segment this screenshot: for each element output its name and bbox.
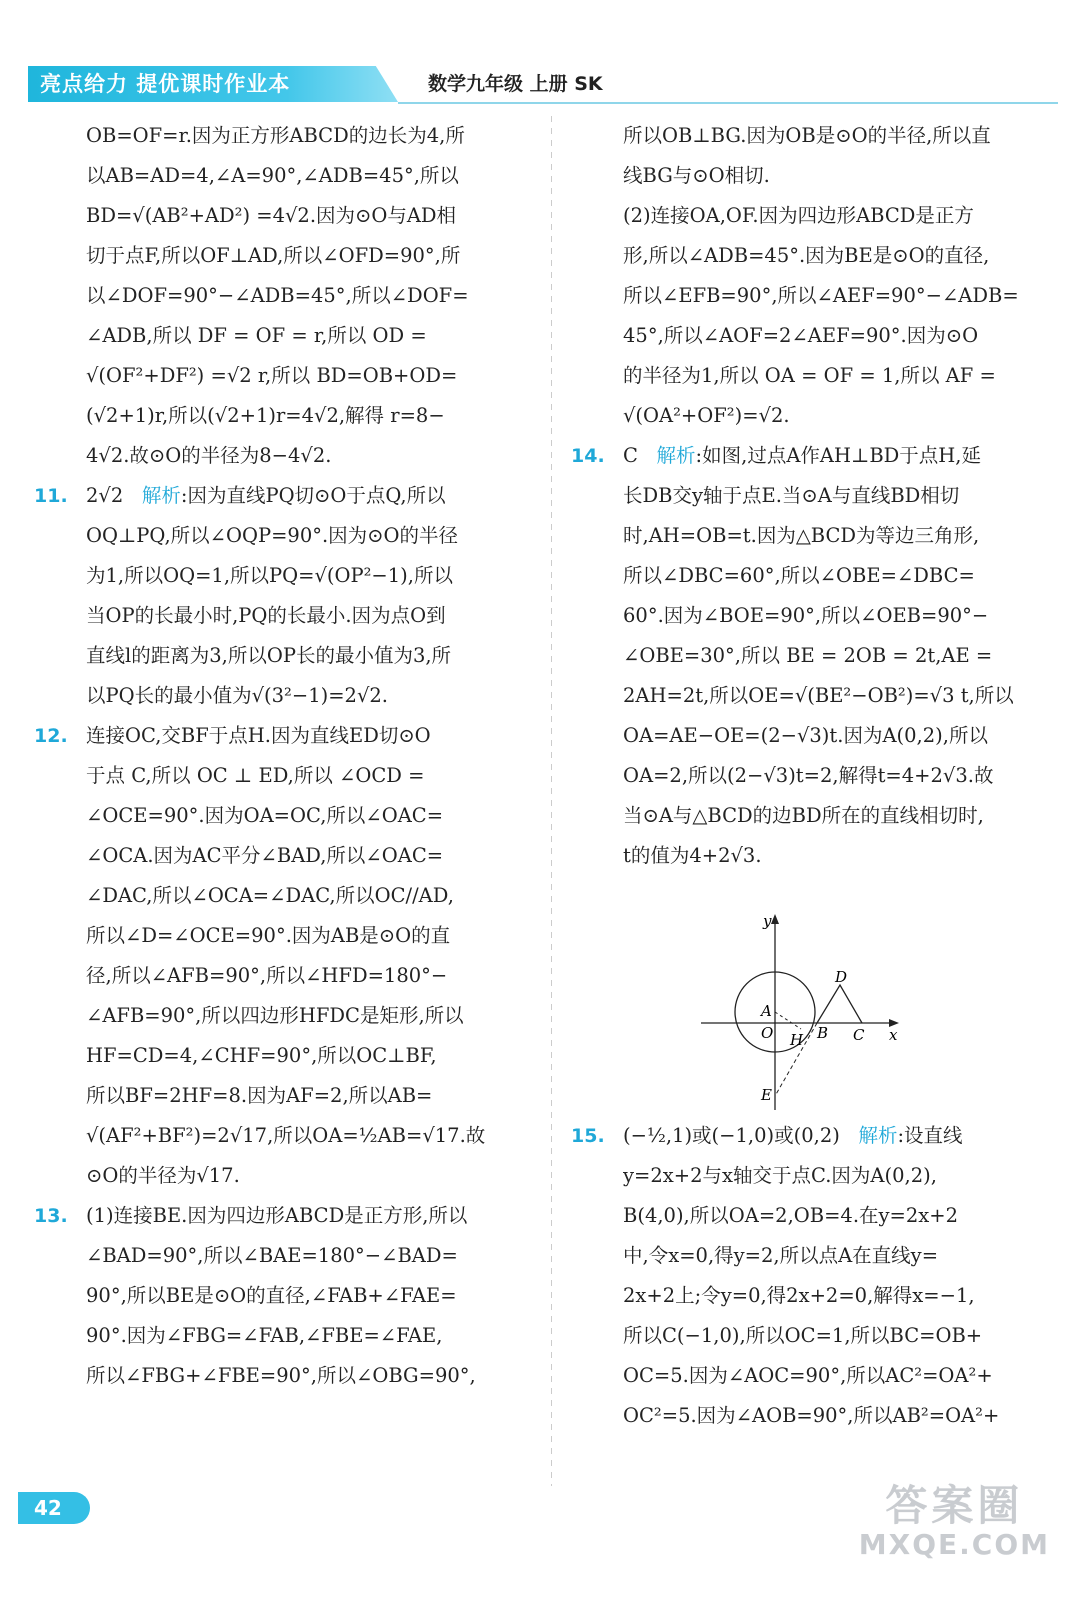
text-line: 径,所以∠AFB=90°,所以∠HFD=180°−: [86, 964, 448, 987]
question-13: [28, 1196, 538, 1396]
label-x: x: [889, 1026, 898, 1044]
text-line: 所以∠D=∠OCE=90°.因为AB是⊙O的直: [86, 924, 451, 947]
text-line: 所以∠DBC=60°,所以∠OBE=∠DBC=: [623, 564, 975, 587]
question-number: 15.: [571, 1125, 605, 1147]
text-line: [623, 1116, 1055, 1156]
question-15: [565, 1116, 1055, 1436]
text-line: 以PQ长的最小值为√(3²−1)=2√2.: [86, 684, 388, 707]
label-h: H: [790, 1031, 804, 1049]
answer: (−½,1)或(−1,0)或(0,2): [623, 1124, 840, 1147]
text-line: 45°,所以∠AOF=2∠AEF=90°.因为⊙O: [623, 324, 979, 347]
text-line: 长DB交y轴于点E.当⊙A与直线BD相切: [623, 484, 960, 507]
label-y: y: [763, 912, 772, 930]
label-o: O: [761, 1024, 774, 1042]
text-line: 2x+2上;令y=0,得2x+2=0,解得x=−1,: [623, 1284, 975, 1307]
text-line: 90°,所以BE是⊙O的直径,∠FAB+∠FAE=: [86, 1284, 457, 1307]
segment-ah: [775, 1012, 801, 1029]
text-line: ⊙O的半径为√17.: [86, 1164, 240, 1187]
header-rule: [398, 102, 1058, 104]
text-line: OC=5.因为∠AOC=90°,所以AC²=OA²+: [623, 1364, 993, 1387]
text-line: 线BG与⊙O相切.: [623, 164, 770, 187]
q10-continuation: [28, 116, 538, 476]
page-number: 42: [34, 1496, 62, 1520]
text-line: 切于点F,所以OF⊥AD,所以∠OFD=90°,所: [86, 244, 461, 267]
text-line: :因为直线PQ切⊙O于点Q,所以: [180, 484, 446, 507]
text-line: OB=OF=r.因为正方形ABCD的边长为4,所: [86, 124, 465, 147]
text-line: ∠AFB=90°,所以四边形HFDC是矩形,所以: [86, 1004, 464, 1027]
triangle-bcd: [817, 985, 862, 1023]
text-line: 当OP的长最小时,PQ的长最小.因为点O到: [86, 604, 446, 627]
text-line: 所以C(−1,0),所以OC=1,所以BC=OB+: [623, 1324, 983, 1347]
text-line: 2AH=2t,所以OE=√(BE²−OB²)=√3 t,所以: [623, 684, 1014, 707]
text-line: OC²=5.因为∠AOB=90°,所以AB²=OA²+: [623, 1404, 1000, 1427]
text-line: 为1,所以OQ=1,所以PQ=√(OP²−1),所以: [86, 564, 453, 587]
left-column: [28, 116, 538, 1396]
text-line: (1)连接BE.因为四边形ABCD是正方形,所以: [86, 1204, 468, 1227]
text-line: 以AB=AD=4,∠A=90°,∠ADB=45°,所以: [86, 164, 459, 187]
text-line: 以∠DOF=90°−∠ADB=45°,所以∠DOF=: [86, 284, 469, 307]
text-line: ∠BAD=90°,所以∠BAE=180°−∠BAD=: [86, 1244, 458, 1267]
text-line: 4√2.故⊙O的半径为8−4√2.: [86, 444, 332, 467]
text-line: 所以OB⊥BG.因为OB是⊙O的半径,所以直: [623, 124, 991, 147]
text-line: 连接OC,交BF于点H.因为直线ED切⊙O: [86, 724, 431, 747]
jiexi-label: 解析: [141, 484, 181, 507]
header-subject: 数学九年级 上册 SK: [428, 73, 603, 95]
text-line: B(4,0),所以OA=2,OB=4.在y=2x+2: [623, 1204, 959, 1227]
text-line: 于点 C,所以 OC ⊥ ED,所以 ∠OCD =: [86, 764, 425, 787]
watermark-top: 答案圈: [885, 1481, 1024, 1530]
text-line: 60°.因为∠BOE=90°,所以∠OEB=90°−: [623, 604, 989, 627]
text-line: 形,所以∠ADB=45°.因为BE是⊙O的直径,: [623, 244, 990, 267]
page-header: [0, 66, 1078, 106]
text-line: [623, 436, 1055, 476]
text-line: HF=CD=4,∠CHF=90°,所以OC⊥BF,: [86, 1044, 437, 1067]
answer: 2√2: [86, 484, 124, 507]
text-line: BD=√(AB²+AD²) =4√2.因为⊙O与AD相: [86, 204, 457, 227]
text-line: OA=AE−OE=(2−√3)t.因为A(0,2),所以: [623, 724, 988, 747]
text-line: 中,令x=0,得y=2,所以点A在直线y=: [623, 1244, 939, 1267]
text-line: √(OA²+OF²)=√2.: [623, 404, 790, 427]
text-line: 直线l的距离为3,所以OP长的最小值为3,所: [86, 644, 452, 667]
text-line: OA=2,所以(2−√3)t=2,解得t=4+2√3.故: [623, 764, 994, 787]
y-axis-arrow: [771, 914, 779, 924]
label-b: B: [817, 1024, 829, 1042]
geometry-figure: [695, 910, 905, 1110]
text-line: :如图,过点A作AH⊥BD于点H,延: [695, 444, 981, 467]
question-number: 11.: [34, 485, 68, 507]
text-line: √(AF²+BF²)=2√17,所以OA=½AB=√17.故: [86, 1124, 486, 1147]
header-brand: 亮点给力 提优课时作业本: [40, 72, 291, 96]
text-line: 当⊙A与△BCD的边BD所在的直线相切时,: [623, 804, 984, 827]
question-11: [28, 476, 538, 716]
question-14: [565, 436, 1055, 876]
text-line: 所以∠FBG+∠FBE=90°,所以∠OBG=90°,: [86, 1364, 476, 1387]
text-line: 的半径为1,所以 OA = OF = 1,所以 AF =: [623, 364, 996, 387]
label-c: C: [853, 1026, 865, 1044]
label-d: D: [835, 968, 848, 986]
jiexi-label: 解析: [656, 444, 696, 467]
text-line: :设直线: [897, 1124, 963, 1147]
text-line: (2)连接OA,OF.因为四边形ABCD是正方: [623, 204, 974, 227]
question-number: 14.: [571, 445, 605, 467]
text-line: ∠OBE=30°,所以 BE = 2OB = 2t,AE =: [623, 644, 993, 667]
watermark: [859, 1482, 1050, 1560]
text-line: (√2+1)r,所以(√2+1)r=4√2,解得 r=8−: [86, 404, 445, 427]
question-number: 12.: [34, 725, 68, 747]
text-line: [86, 476, 538, 516]
text-line: ∠ADB,所以 DF = OF = r,所以 OD =: [86, 324, 427, 347]
question-12: [28, 716, 538, 1196]
q13-continuation: [565, 116, 1055, 436]
text-line: ∠OCE=90°.因为OA=OC,所以∠OAC=: [86, 804, 444, 827]
text-line: ∠DAC,所以∠OCA=∠DAC,所以OC//AD,: [86, 884, 454, 907]
text-line: 所以∠EFB=90°,所以∠AEF=90°−∠ADB=: [623, 284, 1019, 307]
answer: C: [623, 444, 638, 467]
text-line: y=2x+2与x轴交于点C.因为A(0,2),: [623, 1164, 937, 1187]
jiexi-label: 解析: [858, 1124, 898, 1147]
text-line: 90°.因为∠FBG=∠FAB,∠FBE=∠FAE,: [86, 1324, 443, 1347]
label-a: A: [761, 1002, 772, 1020]
question-number: 13.: [34, 1205, 68, 1227]
right-column: [565, 116, 1055, 1436]
label-e: E: [761, 1086, 772, 1104]
text-line: √(OF²+DF²) =√2 r,所以 BD=OB+OD=: [86, 364, 458, 387]
column-divider: [551, 116, 552, 1486]
text-line: 所以BF=2HF=8.因为AF=2,所以AB=: [86, 1084, 433, 1107]
text-line: ∠OCA.因为AC平分∠BAD,所以∠OAC=: [86, 844, 444, 867]
text-line: t的值为4+2√3.: [623, 844, 762, 867]
text-line: 时,AH=OB=t.因为△BCD为等边三角形,: [623, 524, 980, 547]
watermark-bottom: MXQE.COM: [858, 1528, 1050, 1561]
text-line: OQ⊥PQ,所以∠OQP=90°.因为⊙O的半径: [86, 524, 459, 547]
